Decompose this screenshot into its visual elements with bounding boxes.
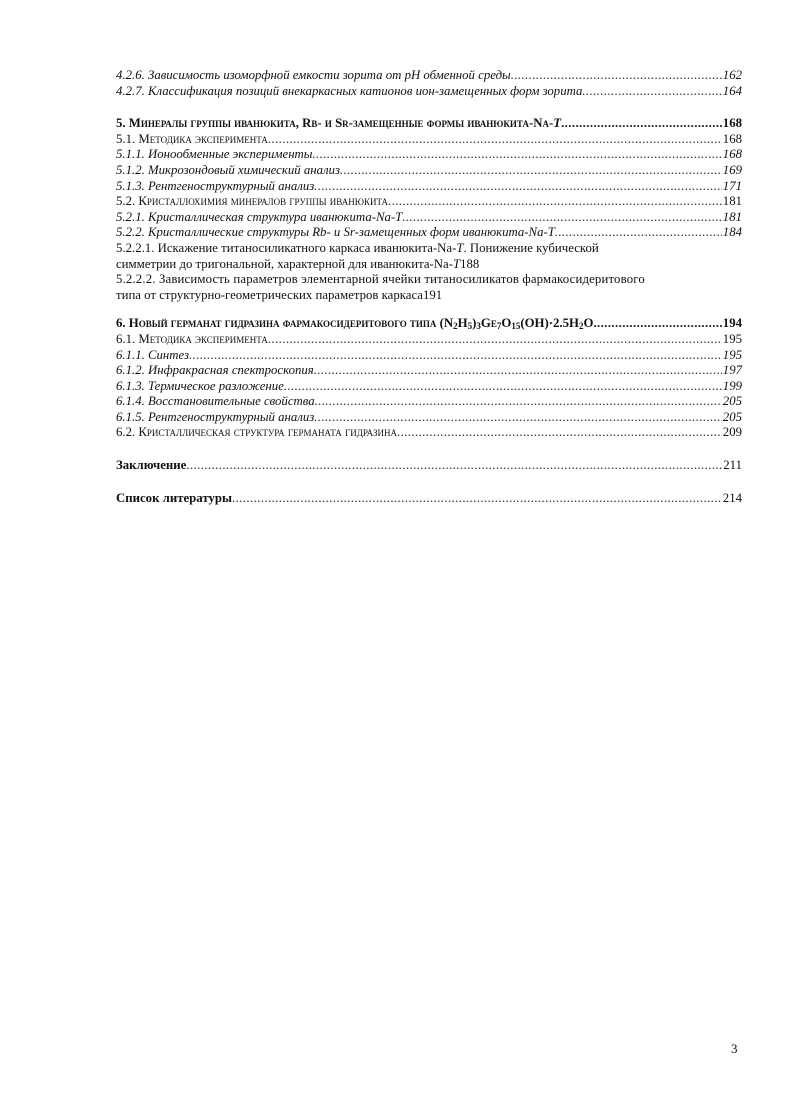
toc-leader-dots <box>397 425 722 441</box>
page-number: 3 <box>731 1041 738 1056</box>
toc-title: 4.2.7. Классификация позиций внекаркасных катионов ион-замещенных форм зорита <box>116 83 583 98</box>
toc-page-number: 171 <box>722 178 742 193</box>
toc-title: 5.2. Кристаллохимия минералов группы иванюкита <box>116 194 388 209</box>
toc-page-number: 194 <box>722 316 742 331</box>
toc-leader-dots <box>340 163 722 179</box>
toc-leader-dots <box>593 316 721 332</box>
toc-title: 5.2.2. Кристаллические структуры Rb- и Sr-замещенных форм иванюкита-Na-T <box>116 225 555 240</box>
toc-title: 6.1.1. Синтез <box>116 347 190 362</box>
toc-leader-dots <box>555 225 722 241</box>
toc-page-number: 181 <box>722 194 742 209</box>
toc-entry-5-2-2-1[interactable] <box>116 241 742 272</box>
toc-title-line: 5.2.2.1. Искажение титаносиликатного каркаса иванюкита-Na-T. Понижение кубической <box>116 240 599 255</box>
toc-entry-4-2-7[interactable] <box>116 84 742 100</box>
toc-leader-dots <box>314 363 722 379</box>
toc-entry-references[interactable] <box>116 491 742 507</box>
toc-entry-5-1-1[interactable] <box>116 147 742 163</box>
toc-page-number: 211 <box>723 458 742 473</box>
toc-page-number: 197 <box>722 363 742 378</box>
toc-leader-dots <box>189 348 722 364</box>
toc-leader-dots <box>232 491 722 507</box>
toc-chapter-5[interactable] <box>116 116 742 132</box>
toc-page-number: 168 <box>722 131 742 146</box>
toc-leader-dots <box>388 194 722 210</box>
toc-entry-5-1[interactable] <box>116 132 742 148</box>
toc-leader-dots <box>314 410 722 426</box>
toc-entry-5-2-2[interactable] <box>116 225 742 241</box>
toc-leader-dots <box>561 116 722 132</box>
toc-chapter-title: 6. Новый германат гидразина фармакосидеритового типа $(N_2H_5)_3Ge_7O_{15}(OH)\cdot 2.5H_2O$ <box>116 316 594 332</box>
toc-page-number: 199 <box>722 378 742 393</box>
toc-title: 6.1.2. Инфракрасная спектроскопия <box>116 363 314 378</box>
toc-entry-6-1-5[interactable] <box>116 410 742 426</box>
toc-chapter-title: 5. Минералы группы иванюкита, Rb- и Sr-замещенные формы иванюкита-Na-T <box>116 116 562 131</box>
toc-leader-dots <box>268 332 722 348</box>
toc-page-number: 184 <box>722 225 742 240</box>
toc-entry-6-1-2[interactable] <box>116 363 742 379</box>
toc-leader-dots <box>511 68 722 84</box>
toc-page-number: 181 <box>722 209 742 224</box>
toc-page-number: 205 <box>722 409 742 424</box>
toc-page-number: 168 <box>722 116 742 131</box>
toc-entry-5-2[interactable] <box>116 194 742 210</box>
toc-entry-6-1-1[interactable] <box>116 348 742 364</box>
toc-page-number: 191 <box>422 287 443 302</box>
toc-entry-6-1-3[interactable] <box>116 379 742 395</box>
toc-entry-5-1-2[interactable] <box>116 163 742 179</box>
toc-title-line: симметрии до тригональной, характерной для иванюкита-Na-T 188 <box>116 256 480 271</box>
toc-leader-dots <box>402 210 721 226</box>
toc-title-line: 5.2.2.2. Зависимость параметров элементарной ячейки титаносиликатов фармакосидеритового <box>116 272 645 287</box>
toc-title: 6.1.5. Рентгеноструктурный анализ <box>116 409 315 424</box>
toc-page-number: 168 <box>722 147 742 162</box>
toc-page-number: 164 <box>722 83 742 98</box>
toc-entry-conclusion[interactable] <box>116 458 742 474</box>
table-of-contents <box>116 68 742 506</box>
toc-page-number: 162 <box>722 68 742 82</box>
toc-title: 6.2. Кристаллическая структура германата гидразина <box>116 425 397 440</box>
toc-title-line: типа от структурно-геометрических параметров каркаса 191 <box>116 287 443 302</box>
toc-page-number: 214 <box>722 490 742 505</box>
toc-page-number: 209 <box>722 425 742 440</box>
toc-entry-4-2-6[interactable] <box>116 68 742 84</box>
toc-entry-5-1-3[interactable] <box>116 179 742 195</box>
toc-page-number: 188 <box>460 256 480 271</box>
toc-leader-dots <box>312 147 721 163</box>
toc-entry-5-2-2-2[interactable] <box>116 272 742 303</box>
toc-leader-dots <box>315 394 722 410</box>
toc-page-number: 195 <box>722 331 742 346</box>
toc-leader-dots <box>582 84 721 100</box>
toc-entry-6-1[interactable] <box>116 332 742 348</box>
toc-chapter-6[interactable] <box>116 316 742 332</box>
toc-entry-6-2[interactable] <box>116 425 742 441</box>
toc-title: 5.1.3. Рентгеноструктурный анализ <box>116 178 315 193</box>
toc-title: 6.1.3. Термическое разложение <box>116 378 284 393</box>
toc-page-number: 195 <box>722 347 742 362</box>
toc-title: 4.2.6. Зависимость изоморфной емкости зорита от pH обменной среды <box>116 68 511 82</box>
toc-entry-6-1-4[interactable] <box>116 394 742 410</box>
toc-title: 5.1.1. Ионообменные эксперименты <box>116 147 313 162</box>
toc-title: 5.2.1. Кристаллическая структура иванюкита-Na-T <box>116 209 403 224</box>
toc-leader-dots <box>284 379 722 395</box>
toc-entry-5-2-1[interactable] <box>116 210 742 226</box>
toc-title: 6.1. Методика эксперимента <box>116 331 268 346</box>
toc-page-number: 205 <box>722 394 742 409</box>
toc-page-number: 169 <box>722 162 742 177</box>
toc-title: 6.1.4. Восстановительные свойства <box>116 394 315 409</box>
toc-title: Список литературы <box>116 490 232 505</box>
toc-title: 5.1.2. Микрозондовый химический анализ <box>116 162 340 177</box>
toc-title: Заключение <box>116 458 187 473</box>
toc-title: 5.1. Методика эксперимента <box>116 131 268 146</box>
toc-leader-dots <box>314 179 722 195</box>
toc-leader-dots <box>186 458 722 474</box>
toc-leader-dots <box>268 132 722 148</box>
